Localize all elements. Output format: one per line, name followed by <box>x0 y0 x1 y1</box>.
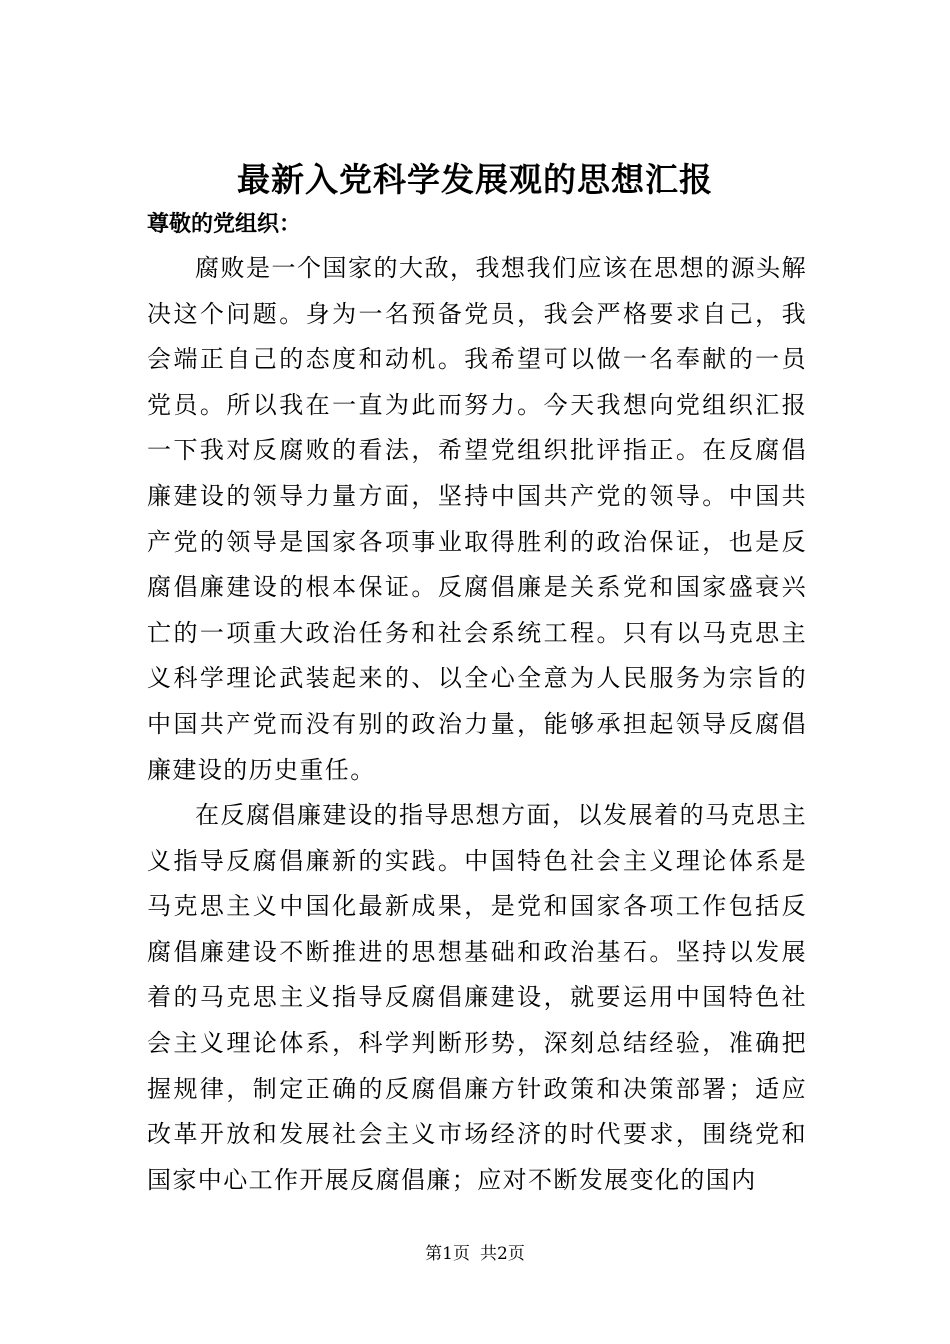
paragraph-1: 腐败是一个国家的大敌，我想我们应该在思想的源头解决这个问题。身为一名预备党员，我会严格要求自己，我会端正自己的态度和动机。我希望可以做一名奉献的一员党员。所以我在一直为此而努力。今天我想向党组织汇报一下我对反腐败的看法，希望党组织批评指正。在反腐倡廉建设的领导力量方面，坚持中国共产党的领导。中国共产党的领导是国家各项事业取得胜利的政治保证，也是反腐倡廉建设的根本保证。反腐倡廉是关系党和国家盛衰兴亡的一项重大政治任务和社会系统工程。只有以马克思主义科学理论武装起来的、以全心全意为人民服务为宗旨的中国共产党而没有别的政治力量，能够承担起领导反腐倡廉建设的历史重任。 <box>147 254 807 784</box>
page-footer <box>0 1242 950 1266</box>
paragraph-2: 在反腐倡廉建设的指导思想方面，以发展着的马克思主义指导反腐倡廉新的实践。中国特色社会主义理论体系是马克思主义中国化最新成果，是党和国家各项工作包括反腐倡廉建设不断推进的思想基础和政治基石。坚持以发展着的马克思主义指导反腐倡廉建设，就要运用中国特色社会主义理论体系，科学判断形势，深刻总结经验，准确把握规律，制定正确的反腐倡廉方针政策和决策部署；适应改革开放和发展社会主义市场经济的时代要求，围绕党和国家中心工作开展反腐倡廉；应对不断发展变化的国内 <box>147 801 807 1194</box>
page-total: 共2页 <box>480 1244 525 1264</box>
document-title: 最新入党科学发展观的思想汇报 <box>237 160 713 200</box>
salutation: 尊敬的党组织： <box>147 211 302 237</box>
page-number: 第1页 <box>425 1244 470 1264</box>
